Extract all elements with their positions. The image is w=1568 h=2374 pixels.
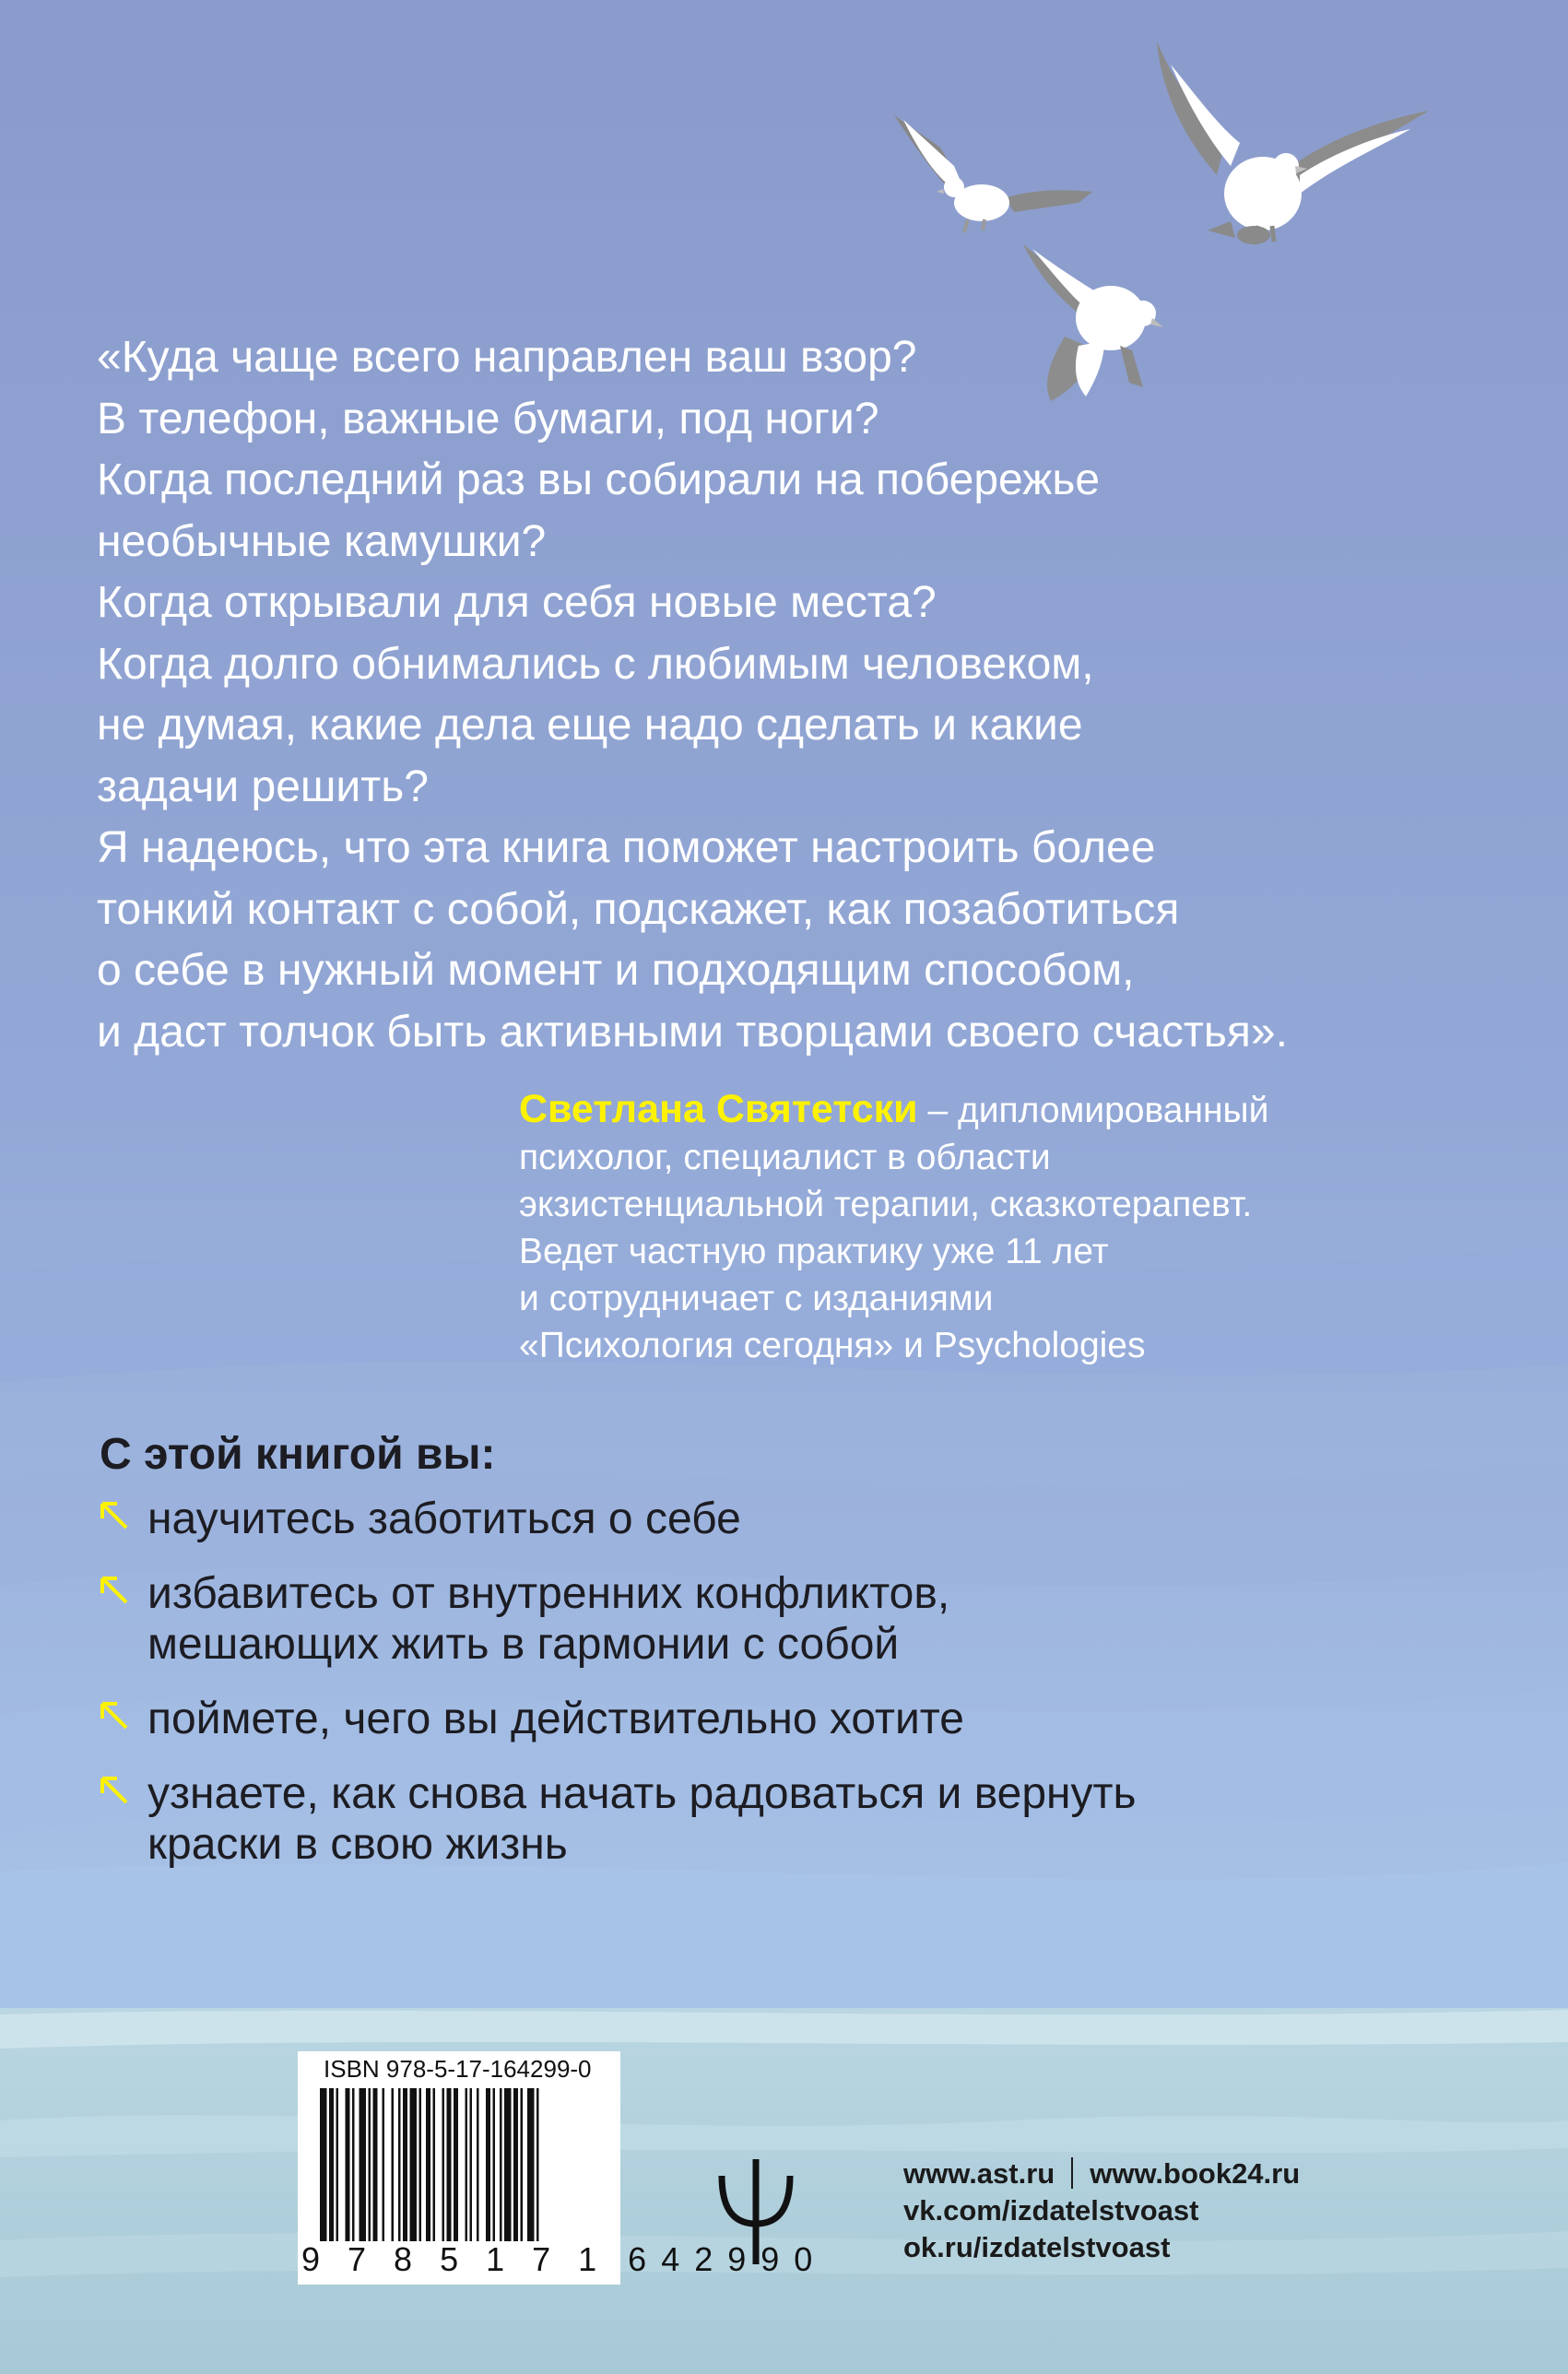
quote-line: задачи решить? — [97, 762, 429, 811]
barcode-bar — [521, 2088, 524, 2241]
quote-line: и даст толчок быть активными творцами своего счастья». — [97, 1007, 1288, 1057]
seagull-large — [1157, 41, 1429, 244]
author-bio-line: экзистенциальной терапии, сказкотерапевт. — [519, 1185, 1253, 1224]
ean-digits — [301, 2240, 828, 2279]
barcode-bar — [470, 2088, 473, 2241]
divider — [1071, 2157, 1073, 2189]
barcode-bar — [447, 2088, 452, 2241]
author-bio-line: Ведет частную практику уже 11 лет — [519, 1232, 1109, 1271]
author-bio-line: «Психология сегодня» и Psychologies — [519, 1326, 1146, 1365]
list-item-text: научитесь заботиться о себе — [147, 1494, 741, 1543]
ok-link[interactable]: ok.ru/izdatelstvoast — [903, 2231, 1171, 2263]
psi-icon — [714, 2157, 797, 2266]
barcode-bar — [419, 2088, 422, 2241]
barcode-bar — [360, 2088, 367, 2241]
quote-line: Когда долго обнимались с любимым человеком, — [97, 639, 1094, 689]
ean-digit-group: 9 — [301, 2240, 321, 2278]
barcode-bar — [329, 2088, 334, 2241]
barcode-bar — [398, 2088, 401, 2241]
barcode-bar — [466, 2088, 468, 2241]
barcode-bar — [346, 2088, 350, 2241]
list-item — [100, 1768, 1482, 1870]
barcode-bar — [442, 2088, 445, 2241]
list-item-text: узнаете, как снова начать радоваться и вернуть — [147, 1769, 1137, 1818]
barcode — [298, 2051, 828, 2285]
diagonal-arrow-icon — [100, 1501, 131, 1532]
author-bio-text: – дипломированный — [917, 1091, 1269, 1130]
barcode-bar — [477, 2088, 479, 2241]
barcode-bars — [320, 2088, 596, 2241]
list-item-text: мешающих жить в гармонии с собой — [147, 1620, 900, 1669]
author-name: Светлана Святетски — [519, 1087, 918, 1131]
barcode-bar — [493, 2088, 496, 2241]
vk-link[interactable]: vk.com/izdatelstvoast — [903, 2194, 1199, 2226]
barcode-bar — [392, 2088, 395, 2241]
list-item-text: поймете, чего вы действительно хотите — [147, 1695, 964, 1743]
barcode-bar — [336, 2088, 339, 2241]
list-item — [100, 1568, 1482, 1670]
list-item-text: избавитесь от внутренних конфликтов, — [147, 1569, 950, 1618]
barcode-bar — [500, 2088, 502, 2241]
barcode-bar — [373, 2088, 378, 2241]
quote-line: Когда открывали для себя новые места? — [97, 578, 937, 627]
barcode-bar — [403, 2088, 407, 2241]
diagonal-arrow-icon — [100, 1701, 131, 1732]
isbn-text: ISBN 978-5-17-164299-0 — [324, 2055, 592, 2083]
barcode-bar — [504, 2088, 512, 2241]
benefits-title: С этой книгой вы: — [100, 1430, 496, 1479]
site-link[interactable]: www.book24.ru — [1090, 2157, 1301, 2190]
ean-digit-group: 642990 — [628, 2240, 828, 2278]
barcode-bar — [527, 2088, 535, 2241]
author-bio-first-line — [519, 1086, 1533, 1134]
site-link[interactable]: www.ast.ru — [903, 2157, 1055, 2190]
diagonal-arrow-icon — [100, 1576, 131, 1607]
list-item — [100, 1494, 1482, 1544]
barcode-bar — [369, 2088, 371, 2241]
barcode-bar — [486, 2088, 490, 2241]
list-item — [100, 1694, 1482, 1744]
quote-line: В телефон, важные бумаги, под ноги? — [97, 394, 879, 443]
seagull-small — [894, 115, 1092, 232]
quote-line: о себе в нужный момент и подходящим способом, — [97, 946, 1135, 995]
author-bio — [519, 1086, 1533, 1369]
quote-line: необычные камушки? — [97, 516, 547, 566]
barcode-bar — [410, 2088, 418, 2241]
barcode-bar — [320, 2088, 327, 2241]
diagonal-arrow-icon — [100, 1776, 131, 1807]
benefits-list — [100, 1494, 1482, 1894]
barcode-bar — [352, 2088, 355, 2241]
barcode-bar — [383, 2088, 385, 2241]
barcode-bar — [536, 2088, 539, 2241]
quote-line: «Куда чаще всего направлен ваш взор? — [97, 333, 917, 382]
author-bio-line: и сотрудничает с изданиями — [519, 1279, 994, 1318]
quote-line: Я надеюсь, что эта книга поможет настроить более — [97, 823, 1156, 872]
publisher-links — [903, 2155, 1300, 2266]
ean-digit-group: 785171 — [348, 2240, 625, 2278]
barcode-bar — [433, 2088, 436, 2241]
quote-line: не думая, какие дела еще надо сделать и какие — [97, 701, 1083, 750]
list-item-text: краски в свою жизнь — [147, 1820, 568, 1869]
quote-block — [97, 327, 1480, 1063]
barcode-bar — [426, 2088, 430, 2241]
barcode-bar — [454, 2088, 458, 2241]
quote-line: Когда последний раз вы собирали на побережье — [97, 455, 1101, 504]
barcode-bar — [513, 2088, 518, 2241]
quote-line: тонкий контакт с собой, подскажет, как позаботиться — [97, 884, 1180, 934]
author-bio-line: психолог, специалист в области — [519, 1138, 1051, 1177]
